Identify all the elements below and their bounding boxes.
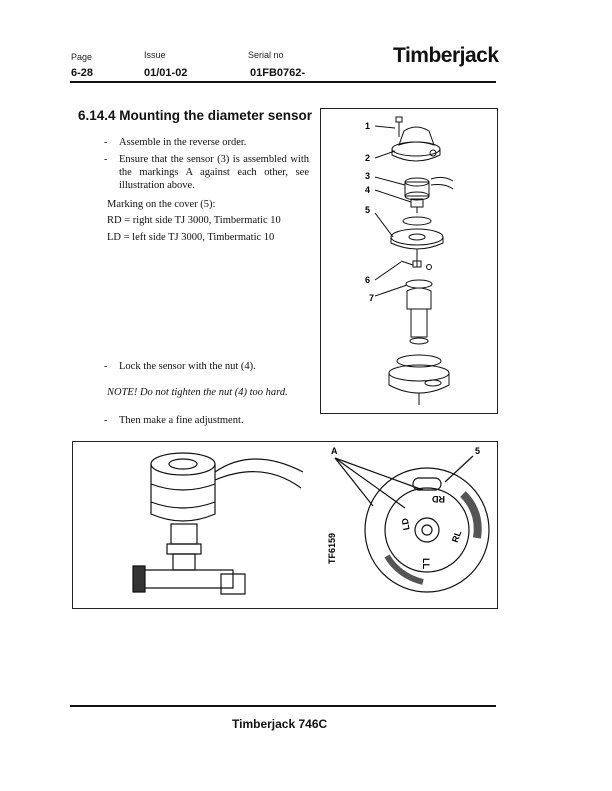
callout-2: 2	[365, 153, 371, 163]
issue-date: 01/01-02	[144, 67, 188, 79]
callout-3: 3	[365, 171, 371, 181]
step-3	[106, 360, 316, 373]
serial-label: Serial no	[248, 50, 284, 60]
footer-title: Timberjack 746C	[232, 717, 328, 731]
step-3-dash: -	[104, 361, 108, 372]
serial-number: 01FB0762-	[250, 67, 306, 79]
step-2-text: Ensure that the sensor (3) is assembled with the markings A against each other, see illustration above.	[119, 154, 309, 191]
step-4-text: Then make a fine adjustment.	[119, 415, 244, 426]
callout-5b: 5	[475, 446, 481, 456]
callout-7: 7	[369, 293, 375, 303]
step-3-text: Lock the sensor with the nut (4).	[119, 361, 256, 372]
note: NOTE! Do not tighten the nut (4) too hard.	[107, 387, 288, 398]
footer-rule	[70, 705, 496, 707]
marking-detail-figure	[72, 441, 498, 609]
page-number: 6-28	[71, 67, 94, 79]
step-2-dash: -	[104, 154, 108, 165]
step-4-dash: -	[104, 415, 108, 426]
page-label: Page	[71, 52, 93, 62]
step-1-text: Assemble in the reverse order.	[119, 137, 247, 148]
section-title: 6.14.4 Mounting the diameter sensor	[78, 108, 313, 123]
cover-marking-rl: RL	[449, 529, 464, 544]
callout-a: A	[331, 446, 338, 456]
step-1	[106, 136, 306, 149]
figure-code: TF6159	[327, 532, 337, 564]
callout-4: 4	[365, 185, 371, 195]
cover-marking-ll: LL	[421, 558, 431, 569]
step-2	[106, 153, 309, 192]
step-1-dash: -	[104, 137, 108, 148]
marking-detail-illustration	[73, 442, 497, 608]
exploded-view-figure	[320, 108, 498, 414]
callout-6: 6	[365, 275, 371, 285]
cover-marking-ld: LD	[399, 517, 412, 531]
marking-intro: Marking on the cover (5):	[107, 199, 216, 210]
exploded-sensor-illustration	[321, 109, 497, 413]
cover-marking-rd: RD	[432, 494, 445, 504]
ld-marking: LD = left side TJ 3000, Timbermatic 10	[107, 232, 275, 243]
rd-marking: RD = right side TJ 3000, Timbermatic 10	[107, 215, 281, 226]
header-rule	[70, 81, 496, 83]
issue-label: Issue	[144, 50, 166, 60]
brand-logo: Timberjack	[393, 44, 499, 67]
step-4	[106, 414, 316, 427]
callout-1: 1	[365, 121, 371, 131]
callout-5: 5	[365, 205, 371, 215]
